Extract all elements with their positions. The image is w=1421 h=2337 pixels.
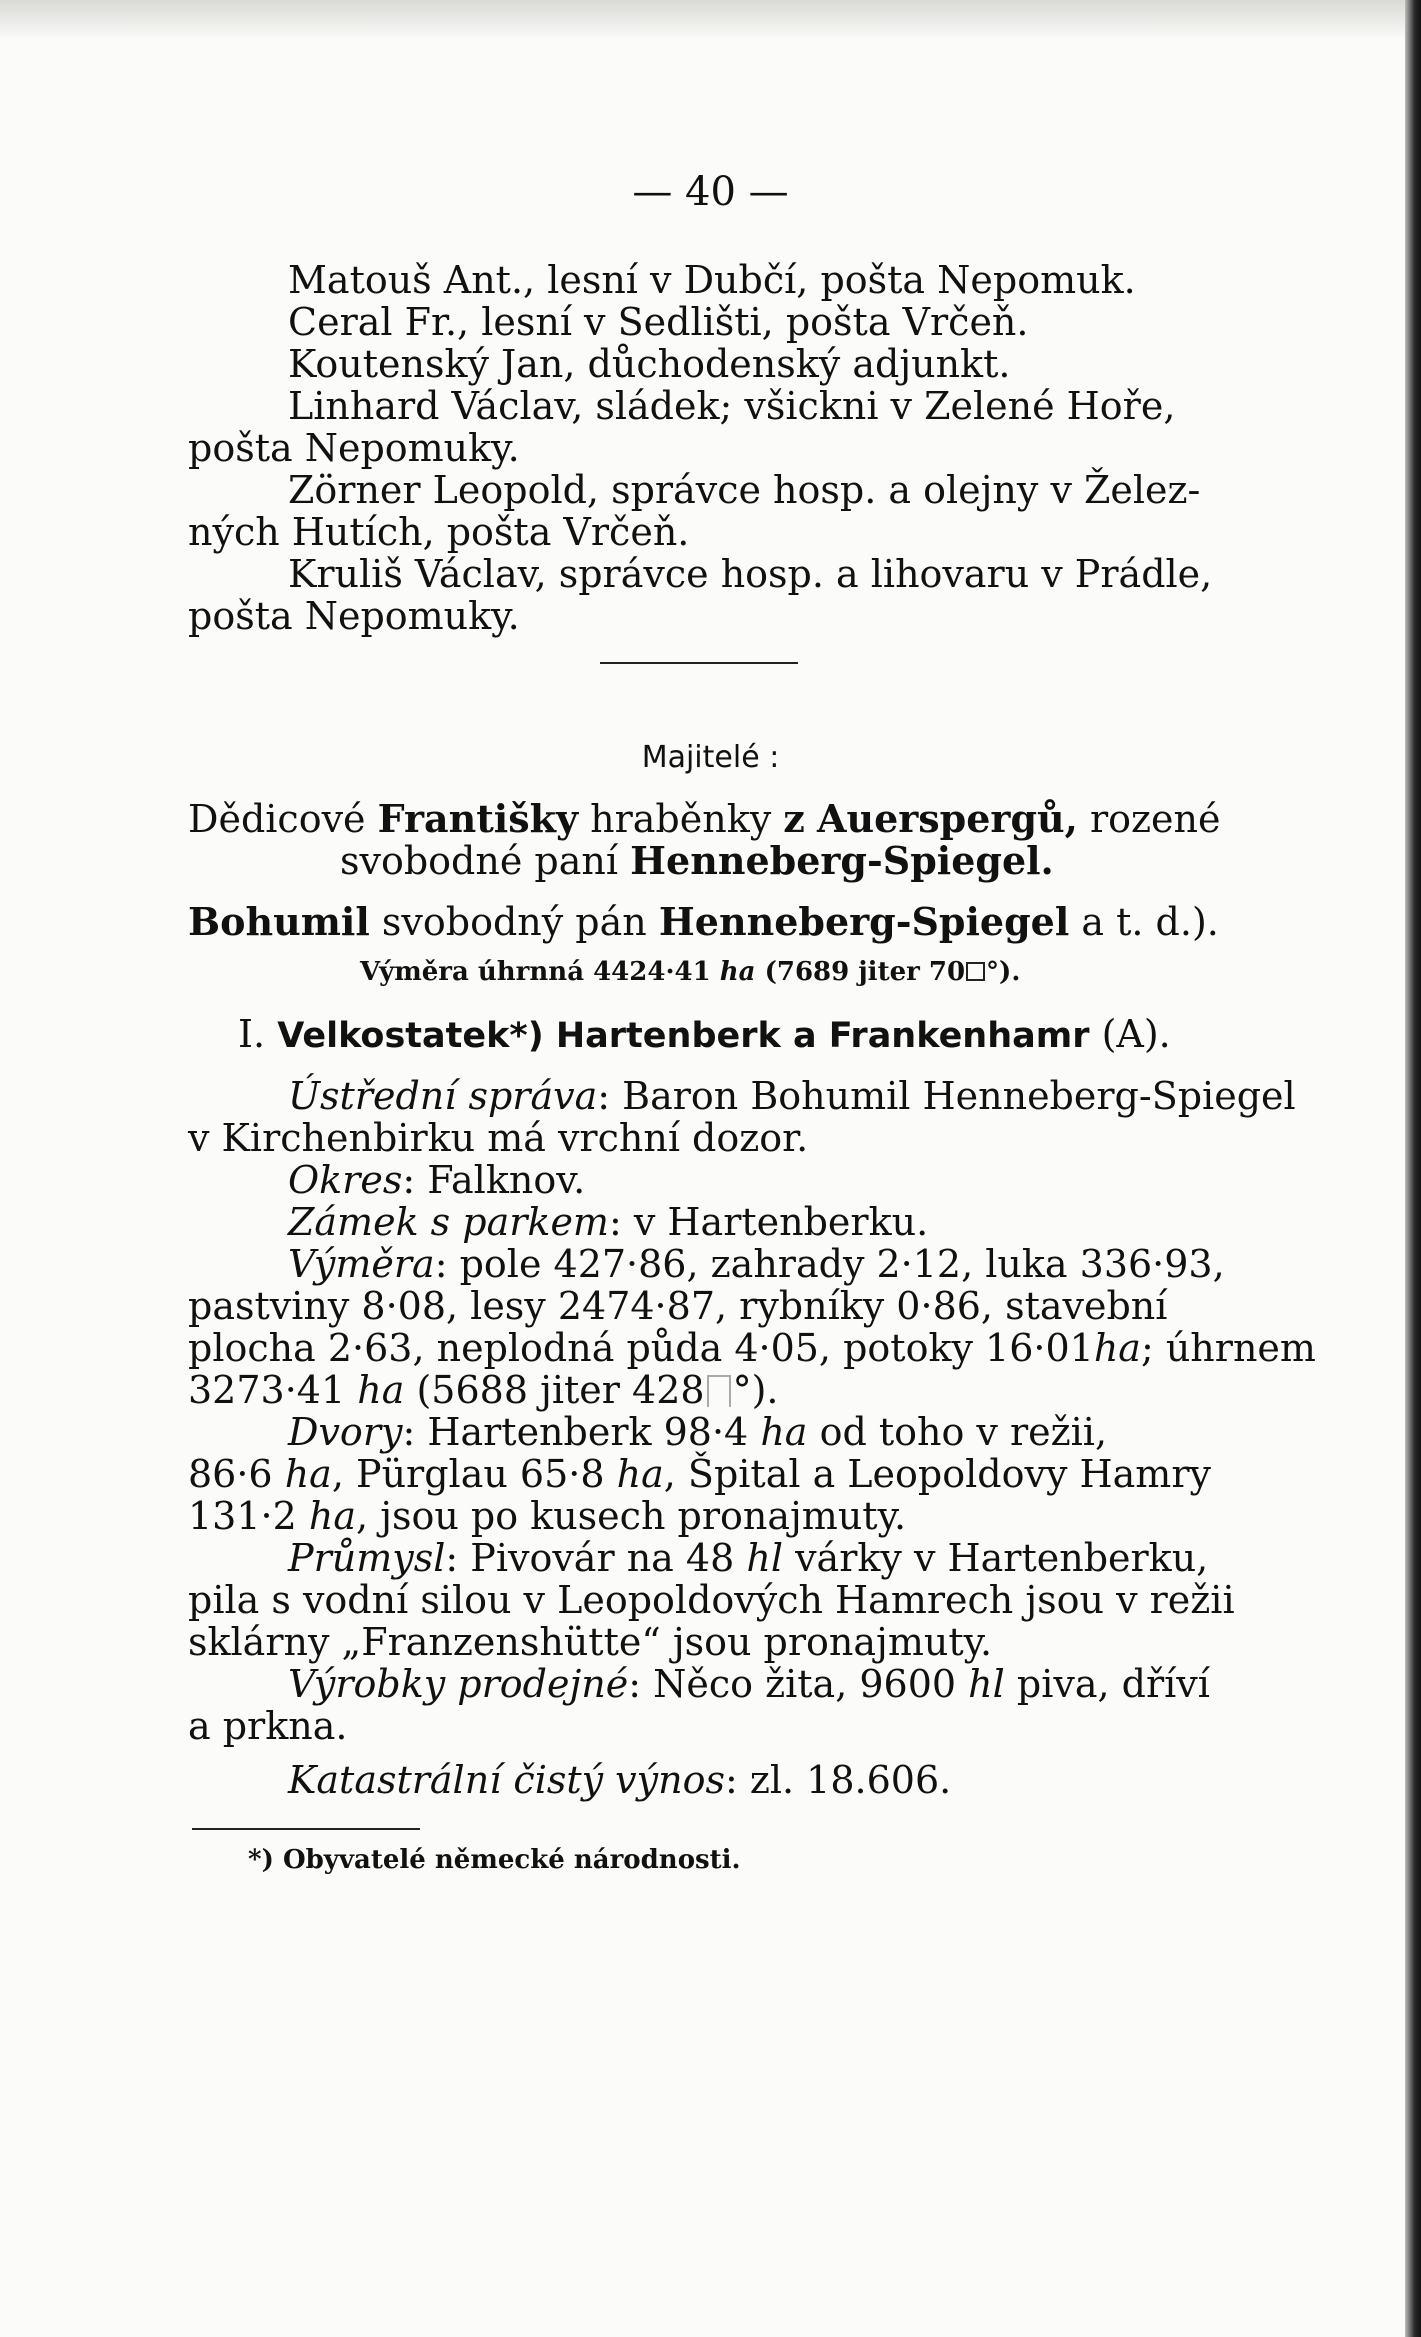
estate-area-text-4b: (5688 jiter 428: [416, 1368, 705, 1412]
owners-heading: Majitelé :: [641, 740, 780, 775]
estate-products-text-1a: : Něco žita, 9600: [628, 1662, 957, 1706]
owners-line-1: [188, 797, 1221, 841]
owners-z: z: [783, 796, 805, 841]
estate-farms-text-2a: 86·6: [188, 1452, 273, 1496]
estate-area-unit-4: ha: [357, 1368, 405, 1412]
square-icon: [966, 962, 985, 981]
estate-district-label: Okres: [288, 1158, 403, 1202]
estate-admin-line-2: v Kirchenbirku má vrchní dozor.: [188, 1116, 809, 1160]
estate-farms-unit-1: ha: [760, 1410, 808, 1454]
estate-heading: [238, 1012, 1171, 1058]
estate-area-text-4a: 3273·41: [188, 1368, 346, 1412]
estate-industry-text-1b: várky v Hartenberku,: [795, 1536, 1209, 1580]
estate-yield: [288, 1758, 951, 1802]
owners-house-henneberg-2: Henneberg-Spiegel: [658, 899, 1070, 944]
footnote-divider: [192, 1828, 420, 1830]
estate-products-unit-1: hl: [968, 1662, 1005, 1706]
owners-house-henneberg-1: Henneberg-Spiegel.: [630, 838, 1054, 883]
estate-suffix: (A).: [1101, 1012, 1171, 1056]
owners-total-area: [360, 956, 1020, 988]
page-number: — 40 —: [632, 169, 789, 215]
personnel-line-1: Matouš Ant., lesní v Dubčí, pošta Nepomuk.: [288, 258, 1136, 302]
estate-title: Velkostatek*) Hartenberk a Frankenhamr: [277, 1016, 1090, 1056]
footnote-text: Obyvatelé německé národnosti.: [282, 1845, 741, 1875]
page-right-edge: [1405, 0, 1421, 2337]
estate-area-line-2: pastviny 8·08, lesy 2474·87, rybníky 0·86, stavební: [188, 1284, 1168, 1328]
estate-district-text: : Falknov.: [402, 1158, 586, 1202]
estate-industry-line-3: sklárny „Franzenshütte“ jsou pronajmuty.: [188, 1620, 993, 1664]
estate-industry-line-1: [288, 1536, 1208, 1580]
estate-industry-line-2: pila s vodní silou v Leopoldových Hamrech jsou v režii: [188, 1578, 1235, 1622]
estate-area-line-4: [188, 1368, 778, 1412]
estate-farms-text-2b: , Pürglau 65·8: [331, 1452, 605, 1496]
estate-farms-unit-2b: ha: [616, 1452, 664, 1496]
estate-area-line-1: [288, 1242, 1225, 1286]
estate-area-text-3b: ; úhrnem: [1140, 1326, 1316, 1370]
estate-area-text-3a: plocha 2·63, neplodná půda 4·05, potoky 16·01: [188, 1326, 1094, 1370]
estate-farms-text-2c: , Špital a Leopoldovy Hamry: [663, 1452, 1211, 1496]
estate-products-line-2: a prkna.: [188, 1704, 348, 1748]
estate-area-line-3: [188, 1326, 1316, 1370]
estate-farms-line-3: [188, 1494, 906, 1538]
estate-area-text-4c: °).: [732, 1368, 779, 1412]
owners-born: rozené: [1089, 797, 1221, 841]
personnel-line-7: ných Hutích, pošta Vrčeň.: [188, 510, 690, 554]
footnote-mark: *): [248, 1845, 274, 1875]
estate-castle: [288, 1200, 928, 1244]
estate-area-text-1: : pole 427·86, zahrady 2·12, luka 336·93,: [434, 1242, 1225, 1286]
owners-heirs: Dědicové: [188, 797, 366, 841]
estate-farms-text-3a: 131·2: [188, 1494, 297, 1538]
personnel-line-4: Linhard Václav, sládek; všickni v Zelené Hoře,: [288, 384, 1176, 428]
estate-farms-line-2: [188, 1452, 1211, 1496]
owners-etc: a t. d.).: [1081, 900, 1219, 944]
owners-area-value: Výměra úhrnná 4424·41: [360, 957, 711, 987]
owners-baroness: svobodné paní: [340, 839, 619, 883]
estate-castle-text: : v Hartenberku.: [608, 1200, 929, 1244]
owners-title-countess: hraběnky: [590, 797, 772, 841]
personnel-line-8: Kruliš Václav, správce hosp. a lihovaru v Prádle,: [288, 552, 1213, 596]
estate-farms-text-1a: : Hartenberk 98·4: [402, 1410, 749, 1454]
estate-farms-unit-2: ha: [284, 1452, 332, 1496]
personnel-line-9: pošta Nepomuky.: [188, 594, 520, 638]
owners-name-bohumil: Bohumil: [188, 899, 370, 944]
personnel-line-3: Koutenský Jan, důchodenský adjunkt.: [288, 342, 1011, 386]
estate-area-label: Výměra: [288, 1242, 435, 1286]
estate-yield-label: Katastrální čistý výnos: [288, 1758, 725, 1802]
estate-industry-label: Průmysl: [288, 1536, 446, 1580]
estate-district: [288, 1158, 585, 1202]
owners-line-3: [188, 900, 1219, 944]
page-top-shadow: [0, 0, 1421, 40]
estate-area-unit-3: ha: [1093, 1326, 1141, 1370]
footnote: [248, 1844, 741, 1876]
owners-area-end: °).: [986, 957, 1021, 987]
estate-farms-line-1: [288, 1410, 1107, 1454]
estate-farms-unit-3: ha: [308, 1494, 357, 1538]
owners-baron: svobodný pán: [381, 900, 647, 944]
estate-farms-text-1b: od toho v režii,: [819, 1410, 1108, 1454]
section-divider: [600, 662, 798, 664]
owners-name-frantisky: Františky: [377, 796, 579, 841]
estate-admin-line-1: [288, 1074, 1296, 1118]
personnel-line-2: Ceral Fr., lesní v Sedlišti, pošta Vrčeň.: [288, 300, 1029, 344]
owners-line-2: [340, 839, 1054, 883]
estate-industry-unit-1: hl: [746, 1536, 783, 1580]
owners-house-auersperg: Auerspergů,: [816, 796, 1078, 841]
estate-farms-label: Dvory: [288, 1410, 403, 1454]
owners-area-unit: ha: [719, 957, 756, 987]
estate-admin-text: : Baron Bohumil Henneberg-Spiegel: [597, 1074, 1296, 1118]
estate-number: I.: [238, 1012, 266, 1056]
estate-products-text-1b: piva, dříví: [1016, 1662, 1210, 1706]
estate-products-label: Výrobky prodejné: [288, 1662, 629, 1706]
estate-farms-text-3b: , jsou po kusech pronajmuty.: [356, 1494, 907, 1538]
estate-castle-label: Zámek s parkem: [288, 1200, 609, 1244]
personnel-line-5: pošta Nepomuky.: [188, 426, 520, 470]
estate-yield-text: : zl. 18.606.: [724, 1758, 952, 1802]
owners-area-jiter: (7689 jiter 70: [764, 957, 966, 987]
estate-admin-label: Ústřední správa: [288, 1074, 598, 1118]
estate-products-line-1: [288, 1662, 1210, 1706]
square-icon: [707, 1375, 731, 1407]
estate-industry-text-1a: : Pivovár na 48: [445, 1536, 735, 1580]
personnel-line-6: Zörner Leopold, správce hosp. a olejny v Želez-: [288, 468, 1201, 512]
